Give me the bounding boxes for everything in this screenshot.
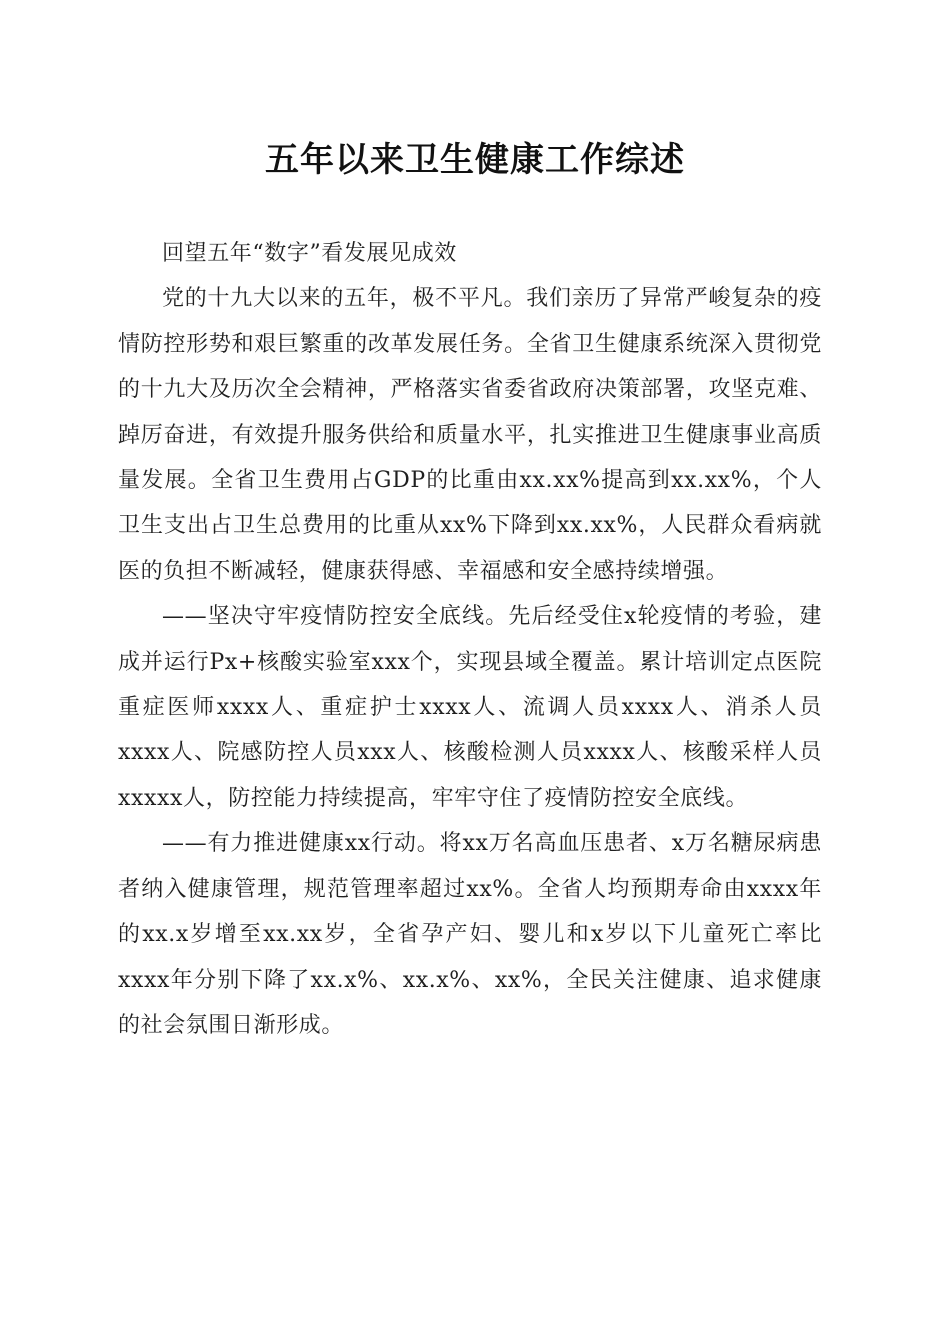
section-heading: 回望五年“数字”看发展见成效 <box>162 241 457 266</box>
paragraph-epidemic-control: ——坚决守牢疫情防控安全底线。先后经受住x轮疫情的考验，建成并运行Px+核酸实验室xxx个，实现县域全覆盖。累计培训定点医院重症医师xxxx人、重症护士xxxx人、流调人员xxxx人、消杀人员xxxx人、院感防控人员xxx人、核酸检测人员xxxx人、核酸采样人员xxxxx人，防控能力持续提高，牢牢守住了疫情防控安全底线。 <box>118 604 822 811</box>
document-title: 五年以来卫生健康工作综述 <box>265 140 685 180</box>
paragraph-intro: 党的十九大以来的五年，极不平凡。我们亲历了异常严峻复杂的疫情防控形势和艰巨繁重的改革发展任务。全省卫生健康系统深入贯彻党的十九大及历次全会精神，严格落实省委省政府决策部署，攻坚克难、踔厉奋进，有效提升服务供给和质量水平，扎实推进卫生健康事业高质量发展。全省卫生费用占GDP的比重由xx.xx%提高到xx.xx%，个人卫生支出占卫生总费用的比重从xx%下降到xx.xx%，人民群众看病就医的负担不断减轻，健康获得感、幸福感和安全感持续增强。 <box>118 286 822 584</box>
paragraph-health-action: ——有力推进健康xx行动。将xx万名高血压患者、x万名糖尿病患者纳入健康管理，规范管理率超过xx%。全省人均预期寿命由xxxx年的xx.x岁增至xx.xx岁，全省孕产妇、婴儿和x岁以下儿童死亡率比xxxx年分别下降了xx.x%、xx.x%、xx%，全民关注健康、追求健康的社会氛围日渐形成。 <box>118 831 822 1038</box>
document-body <box>118 231 822 1048</box>
